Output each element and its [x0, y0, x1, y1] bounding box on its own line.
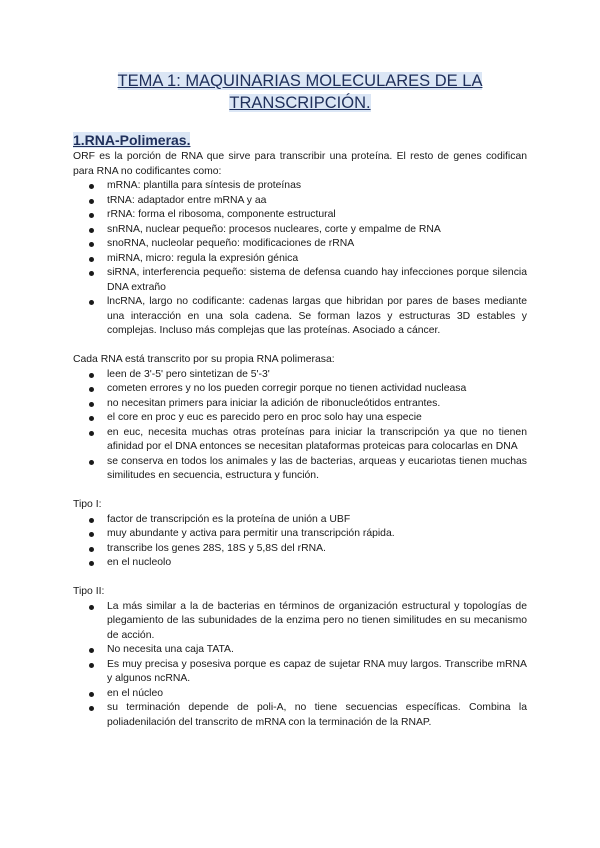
list-item: en el nucleolo: [107, 556, 527, 571]
list-item: tRNA: adaptador entre mRNA y aa: [107, 194, 527, 209]
list-item: leen de 3'-5' pero sintetizan de 5'-3': [107, 368, 527, 383]
list-item: no necesitan primers para iniciar la adición de ribonucleótidos entrantes.: [107, 397, 527, 412]
tipo1-list: [73, 513, 527, 571]
polymerase-intro: Cada RNA está transcrito por su propia RNA polimerasa:: [73, 354, 335, 365]
list-item: snRNA, nuclear pequeño: procesos nucleares, corte y empalme de RNA: [107, 223, 527, 238]
intro-paragraph: ORF es la porción de RNA que sirve para transcribir una proteína. El resto de genes codifican para RNA no codificantes como:: [73, 151, 527, 177]
list-item: siRNA, interferencia pequeño: sistema de defensa cuando hay infecciones porque silencia DNA extraño: [107, 266, 527, 295]
section-heading: 1.RNA-Polimeras.: [73, 132, 191, 148]
list-item: snoRNA, nucleolar pequeño: modificaciones de rRNA: [107, 237, 527, 252]
list-item: La más similar a la de bacterias en términos de organización estructural y topologías de plegamiento de las subunidades de la enzima pero no tienen similitudes en su mecanismo de acción.: [107, 600, 527, 644]
list-item: su terminación depende de poli-A, no tiene secuencias específicas. Combina la poliadenilación del transcrito de mRNA con la terminación de la RNAP.: [107, 701, 527, 730]
list-item: lncRNA, largo no codificante: cadenas largas que hibridan por pares de bases mediante una interacción en una sola cadena. Se forman lazos y estructuras 3D estables y complejas. Incluso más complejas que las proteínas. Asociado a cáncer.: [107, 295, 527, 339]
list-item: transcribe los genes 28S, 18S y 5,8S del rRNA.: [107, 542, 527, 557]
document-title: [60, 70, 540, 114]
tipo1-label: Tipo I:: [73, 499, 102, 510]
list-item: mRNA: plantilla para síntesis de proteínas: [107, 179, 527, 194]
list-item: el core en proc y euc es parecido pero en proc solo hay una especie: [107, 411, 527, 426]
list-item: Es muy precisa y posesiva porque es capaz de sujetar RNA muy largos. Transcribe mRNA y algunos ncRNA.: [107, 658, 527, 687]
list-item: cometen errores y no los pueden corregir porque no tienen actividad nucleasa: [107, 382, 527, 397]
tipo2-label: Tipo II:: [73, 586, 105, 597]
section-content: [73, 150, 527, 730]
list-item: miRNA, micro: regula la expresión génica: [107, 252, 527, 267]
list-item: muy abundante y activa para permitir una transcripción rápida.: [107, 527, 527, 542]
list-item: factor de transcripción es la proteína de unión a UBF: [107, 513, 527, 528]
list-item: rRNA: forma el ribosoma, componente estructural: [107, 208, 527, 223]
rna-types-list: [73, 179, 527, 339]
list-item: en euc, necesita muchas otras proteínas para iniciar la transcripción ya que no tienen afinidad por el DNA entonces se necesitan plataformas proteicas para colocarlas en DNA: [107, 426, 527, 455]
list-item: No necesita una caja TATA.: [107, 643, 527, 658]
polymerase-points-list: [73, 368, 527, 484]
title-line-2: TRANSCRIPCIÓN.: [229, 94, 371, 112]
tipo2-list: [73, 600, 527, 731]
list-item: en el núcleo: [107, 687, 527, 702]
list-item: se conserva en todos los animales y las de bacterias, arqueas y eucariotas tienen muchas similitudes en secuencia, estructura y función.: [107, 455, 527, 484]
title-line-1: TEMA 1: MAQUINARIAS MOLECULARES DE LA: [117, 72, 483, 90]
